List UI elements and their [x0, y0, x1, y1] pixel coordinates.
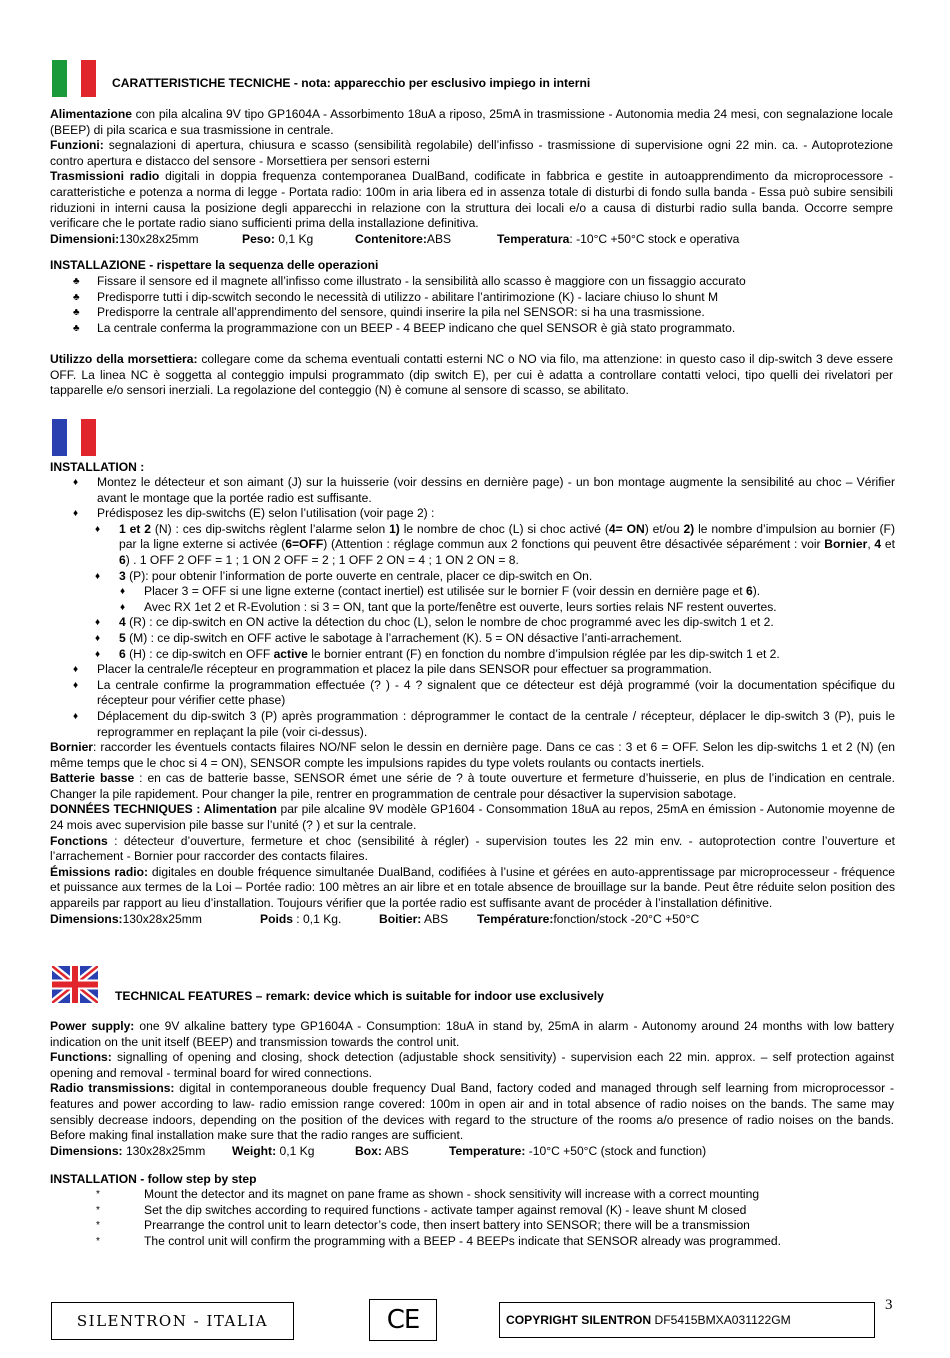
en-radio-paragraph: Radio transmissions: digital in contemporaneous double frequency Dual Band, factory coded and managed through self learning from microprocessor - features and power according to law- radio emission range covered: 100m in open air and in total absence of radio noises on the bands. The same may sensibly decrease indoors, depending on the position of the devices with regard to the structure of the rooms a/o presence of radio noises on the bands. Before making final installation make sure that the radio ranges are sufficient. — [50, 1081, 895, 1143]
list-item: ♣ La centrale conferma la programmazione con un BEEP - 4 BEEP indicano che quel SENSOR è già stato programmato. — [73, 320, 736, 335]
it-install-list — [73, 274, 897, 336]
list-item: ♦ Avec RX 1et 2 et R-Evolution : si 3 = ON, tant que la porte/fenêtre est ouverte, leurs sorties relais NF restent ouvertes. — [120, 599, 777, 614]
diamond-bullet-icon: ♦ — [95, 617, 101, 629]
it-functions-paragraph: Funzioni: segnalazioni di apertura, chiusura e scasso (sensibilità regolabile) dell’infisso - trasmissione di supervisione ogni 22 min. ca. - Autoprotezione contro apertura e distacco del sensore - Morsettiera per sensori esterni — [50, 138, 893, 168]
diamond-bullet-icon: ♦ — [73, 664, 79, 676]
diamond-bullet-icon: ♦ — [95, 632, 101, 644]
list-item: * Mount the detector and its magnet on pane frame as shown - shock sensitivity will increase with a correct mounting — [96, 1187, 760, 1201]
club-bullet-icon: ♣ — [73, 322, 80, 334]
diamond-bullet-icon: ♦ — [73, 477, 79, 488]
diamond-bullet-icon: ♦ — [120, 601, 126, 613]
diamond-bullet-icon: ♦ — [95, 648, 101, 660]
ce-mark-box — [369, 1299, 437, 1341]
it-power-paragraph: Alimentazione con pila alcalina 9V tipo GP1604A - Assorbimento 18uA a riposo, 25mA in trasmissione - Autonomia media 24 mesi, con segnalazione locale (BEEP) di pila scarica e sua trasmissione in centrale. — [50, 107, 893, 137]
italian-flag-icon — [52, 60, 96, 97]
list-item: ♦ Placer la centrale/le récepteur en programmation et placez la pile dans SENSOR pour effectuer sa programmation. — [73, 662, 712, 677]
diamond-bullet-icon: ♦ — [73, 679, 79, 691]
list-item: ♦ 4 (R) : ce dip-switch en ON active la détection du choc (L), selon le nombre de choc programmé avec les dip-switch 1 et 2. — [95, 615, 774, 630]
en-install-list — [96, 1187, 904, 1249]
list-item: ♦ Placer 3 = OFF si une ligne externe (contact inertiel) est utilisée sur le bornier F (voir dessin en dernière page et 6). — [120, 584, 761, 599]
en-install-title: INSTALLATION - follow step by step — [50, 1172, 257, 1186]
fr-radio-paragraph: Émissions radio: digitales en double fréquence simultanée DualBand, codifiées à l’usine et gérées en auto-apprentissage par microprocesseur - fréquence et puissance aux termes de la Loi – Portée radio: 100 mètres an air libre et en totale absence de brouillage sur la bande. Peut être réduite selon position des appareils par rapport au lieu d’installation. Toujours vérifier que la portée radio est suffisante avant de procéder à l’installation définitive. — [50, 864, 895, 911]
brand-logo-text: SILENTRON - ITALIA — [76, 1312, 269, 1330]
fr-install-title: INSTALLATION : — [50, 460, 145, 474]
en-section-title: TECHNICAL FEATURES – remark: device which is suitable for indoor use exclusively — [115, 989, 604, 1003]
en-functions-paragraph: Functions: signalling of opening and closing, shock detection (adjustable shock sensitivity) - supervision each 22 min. approx. – self protection against opening and removal - terminal board for wired connections. — [50, 1050, 894, 1080]
en-power-paragraph: Power supply: one 9V alkaline battery type GP1604A - Consumption: 18uA in stand by, 25mA in alarm - Autonomy around 24 months with low battery indication on the unit itself (BEEP) and transmission towards the control unit. — [50, 1019, 895, 1049]
club-bullet-icon: ♣ — [73, 276, 80, 287]
asterisk-bullet-icon: * — [96, 1235, 100, 1247]
diamond-bullet-icon: ♦ — [95, 570, 101, 582]
it-section-title: CARATTERISTICHE TECNICHE - nota: apparecchio per esclusivo impiego in interni — [112, 76, 591, 90]
diamond-bullet-icon: ♦ — [120, 586, 126, 598]
list-item: ♦ Déplacement du dip-switch 3 (P) après programmation : déprogrammer le contact de la centrale / récepteur, déplacer le dip-switch 3 (P), puis le reprogrammer en replaçant la pile (voir ci-dessus). — [73, 708, 895, 739]
diamond-bullet-icon: ♦ — [73, 508, 79, 520]
club-bullet-icon: ♣ — [73, 307, 80, 319]
fr-functions-paragraph: Fonctions : détecteur d’ouverture, fermeture et choc (sensibilité à régler) - supervision toutes les 22 min env. - autoprotection contre l’ouverture et l’arrachement - Bornier pour raccorder des contacts filaires. — [50, 833, 895, 864]
it-terminal-paragraph: Utilizzo della morsettiera: collegare come da schema eventuali contatti esterni NC o NO via filo, ma attenzione: in questo caso il dip-switch 3 deve essere OFF. La linea NC è soggetta al conteggio impulsi programmato (dip switch E), per cui è adatta a controllare contatti veloci, tipo quelli dei rivelatori per tapparelle e/o sensori inerziali. La regolazione del conteggio (N) è comune al sensore di scasso, se abilitato. — [50, 352, 893, 398]
list-item: ♦ 6 (H) : ce dip-switch en OFF active le bornier entrant (F) en fonction du nombre d’impulsion réglée par les dip-switch 1 et 2. — [95, 646, 780, 661]
list-item: ♣ Predisporre la centrale all’apprendimento del sensore, quindi inserire la pila nel SENSOR: si ha una trasmissione. — [73, 305, 705, 320]
asterisk-bullet-icon: * — [96, 1204, 100, 1216]
list-item: ♣ Predisporre tutti i dip-scwitch secondo le necessità di utilizzo - abilitare l’antirimozione (K) - laciare chiuso lo shunt M — [73, 289, 719, 304]
list-item: ♣ Fissare il sensore ed il magnete all’infisso come illustrato - la sensibilità allo scasso è maggiore con un fissaggio accurato — [73, 274, 746, 288]
list-item: ♦ 5 (M) : ce dip-switch en OFF active le sabotage à l’arrachement (K). 5 = ON désactive l’anti-arrachement. — [95, 630, 682, 645]
fr-technical-data-paragraph: DONNÉES TECHNIQUES : Alimentation par pile alcaline 9V modèle GP1604 - Consommation 18uA au repos, 25mA en émission - Autonomie moyenne de 24 mois avec supervision pile basse sur l’unité (? ) et sur la centrale. — [50, 802, 896, 833]
list-item: ♦ La centrale confirme la programmation effectuée (? ) - 4 ? signalent que ce détecteur est déjà programmé (voir la documentation spécifique du récepteur pour vérifier cette phase) — [73, 677, 895, 708]
french-flag-icon — [52, 419, 96, 456]
en-specs-block — [50, 1019, 894, 1159]
club-bullet-icon: ♣ — [73, 291, 80, 303]
list-item: * Prearrange the control unit to learn detector’s code, then insert battery into SENSOR; there will be a transmission — [96, 1218, 750, 1233]
it-specs-block — [50, 107, 893, 247]
fr-battery-paragraph: Batterie basse : en cas de batterie basse, SENSOR émet une série de ? à toute ouverture et fermeture d’huisserie, en plus de l’indication en centrale. Changer la pile rapidement. Pour changer la pile, rentrer en programmation de centrale pour désactiver la supervision sabotage. — [50, 771, 895, 801]
page-number: 3 — [885, 1297, 893, 1313]
it-radio-paragraph: Trasmissioni radio digitali in doppia frequenza contemporanea DualBand, codificate in fabbrica e gestite in autoapprendimento da microprocessore - caratteristiche e potenza a norma di legge - Portata radio: 100m in aria libera ed in assenza totale di disturbi di fondo sulla banda - Essa può subire sensibili riduzioni in interni causa la posizione degli apparecchi in relazione con la struttura dei locali e/o a causa di disturbi radio sulla banda. Occorre sempre verificare che le portate radio siano sufficienti prima della installazione definitiva. — [50, 169, 893, 231]
asterisk-bullet-icon: * — [96, 1220, 100, 1232]
asterisk-bullet-icon: * — [96, 1189, 100, 1200]
list-item: ♦ 1 et 2 (N) : ces dip-switchs règlent l’alarme selon 1) le nombre de choc (L) si choc activé (4= ON) et/ou 2) le nombre d’impulsion au bornier (F) par la ligne externe si activée (6=OFF) (Attention : réglage commun aux 2 fonctions qui peuvent être désactivée séparément : voir Bornier, 4 et 6) . 1 OFF 2 OFF = 1 ; 1 ON 2 OFF = 2 ; 1 OFF 2 ON = 4 ; 1 ON 2 ON = 8. — [95, 521, 895, 567]
ce-mark-icon: CE — [386, 1305, 420, 1335]
fr-dimensions-row: Dimensions:130x28x25mm Poids : 0,1 Kg. Boitier: ABS Température:fonction/stock -20°C +50°C — [50, 911, 700, 926]
en-dimensions-row: Dimensions: 130x28x25mm Weight: 0,1 Kg Box: ABS Temperature: -10°C +50°C (stock and function) — [50, 1143, 707, 1158]
brand-box — [51, 1302, 294, 1340]
list-item: ♦ Prédisposez les dip-switchs (E) selon l’utilisation (voir page 2) : — [73, 506, 435, 521]
it-dimensions-row: Dimensioni:130x28x25mm Peso: 0,1 Kg Contenitore:ABS Temperatura: -10°C +50°C stock e operativa — [50, 231, 740, 246]
list-item: * Set the dip switches according to required functions - activate tamper against removal (K) - leave shunt M closed — [96, 1202, 747, 1217]
diamond-bullet-icon: ♦ — [95, 523, 101, 535]
copyright-box — [499, 1302, 875, 1338]
fr-terminal-paragraph: Bornier: raccorder les éventuels contacts filaires NO/NF selon le dessin en dernière page. Dans ce cas : 3 et 6 = OFF. Selon les dip-switchs 1 et 2 (N) (en même temps que le choc si 4 = ON), SENSOR compte les impulsions rapides du type volets roulants ou contacts inertiels. — [50, 740, 895, 770]
list-item: * The control unit will confirm the programming with a BEEP - 4 BEEPs indicate that SENSOR already was programmed. — [96, 1233, 781, 1248]
copyright-text: COPYRIGHT SILENTRON DF5415BMXA031122GM — [506, 1313, 791, 1327]
diamond-bullet-icon: ♦ — [73, 710, 79, 722]
uk-flag-icon — [52, 966, 98, 1003]
it-install-title: INSTALLAZIONE - rispettare la sequenza delle operazioni — [50, 258, 379, 272]
list-item: ♦ 3 (P): pour obtenir l’information de porte ouverte en centrale, placer ce dip-switch en On. — [95, 568, 593, 583]
list-item: ♦ Montez le détecteur et son aimant (J) sur la huisserie (voir dessins en dernière page) - un bon montage augmente la sensibilité au choc – Vérifier avant le montage que la portée radio est suffisante. — [73, 475, 895, 505]
fr-install-block — [50, 475, 895, 927]
